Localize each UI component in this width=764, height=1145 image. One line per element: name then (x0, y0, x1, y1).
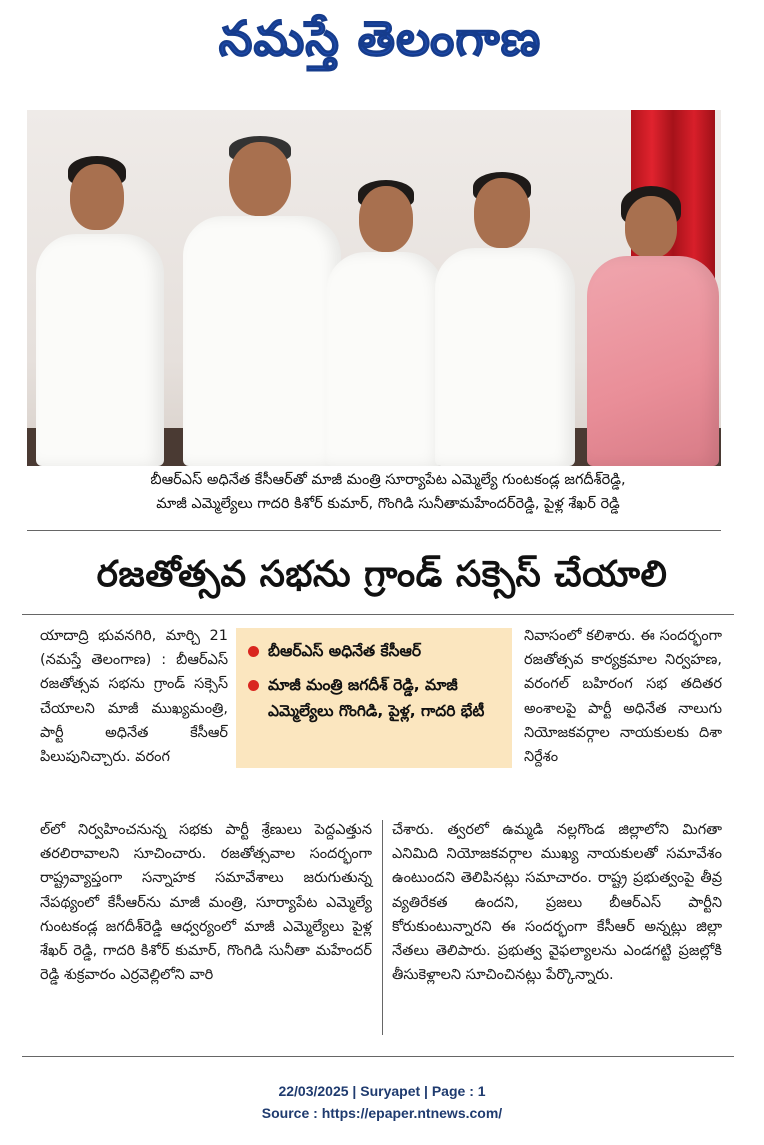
divider (22, 1056, 734, 1057)
footer-source: Source : https://epaper.ntnews.com/ (261, 1105, 503, 1121)
divider (22, 614, 734, 615)
masthead-title: నమస్తే తెలంగాణ (218, 11, 542, 67)
article-column-right-bottom: చేశారు. త్వరలో ఉమ్మడి నల్లగొండ జిల్లాలోని మిగతా ఎనిమిది నియోజకవర్గాల ముఖ్య నాయకులతో సమావేశం ఉంటుందని తెలిపినట్లు సమాచారం. రాష్ట్ర ప్రభుత్వంపై తీవ్ర వ్యతిరేకత ఉందని, ప్రజలు బీఆర్ఎస్ పార్టీని కోరుకుంటున్నారని ఈ సందర్భంగా కేసీఆర్ అన్నట్లు జిల్లా నేతలు తెలిపారు. ప్రభుత్వ వైఫల్యాలను ఎండగట్టి ప్రజల్లోకి తీసుకెళ్లాలని సూచించినట్లు పేర్కొన్నారు. (392, 822, 722, 984)
person-figure (429, 170, 577, 466)
caption-line: బీఆర్ఎస్ అధినేత కేసీఆర్‌తో మాజీ మంత్రి సూర్యాపేట ఎమ్మెల్యే గుంటకండ్ల జగదీశ్‌రెడ్డి, (150, 472, 626, 488)
bullet-icon (248, 680, 259, 691)
person-figure (32, 150, 172, 466)
highlight-item: బీఆర్ఎస్ అధినేత కేసీఆర్ (246, 638, 504, 664)
article-column-right-top: నివాసంలో కలిశారు. ఈ సందర్భంగా రజతోత్సవ కార్యక్రమాల నిర్వహణ, వరంగల్ బహిరంగ సభ తదితర అంశాలపై పార్టీ అధినేత నాలుగు నియోజకవర్గాల నాయకులకు దిశా నిర్దేశం (524, 628, 722, 766)
person-figure (583, 186, 721, 466)
footer-meta: 22/03/2025 | Suryapet | Page : 1 (278, 1083, 486, 1099)
headline: రజతోత్సవ సభను గ్రాండ్ సక్సెస్ చేయాలి (96, 554, 668, 595)
article-column-left-top: యాదాద్రి భువనగిరి, మార్చి 21 (నమస్తే తెలంగాణ) : బీఆర్ఎస్ రజతోత్సవ సభను గ్రాండ్ సక్సెస్ చేయాలని మాజీ ముఖ్యమంత్రి, పార్టీ అధినేత కేసీఆర్ పిలుపునిచ్చారు. వరంగ (40, 628, 228, 766)
divider (27, 530, 721, 531)
news-photo (27, 110, 721, 466)
bullet-icon (248, 646, 259, 657)
highlight-box (236, 628, 512, 768)
column-divider (382, 820, 383, 1035)
highlight-item: మాజీ మంత్రి జగదీశ్ రెడ్డి, మాజీ ఎమ్మెల్యేలు గొంగిడి, పైళ్ల, గాదరి భేటీ (246, 672, 504, 724)
article-column-left-bottom: ల్‌లో నిర్వహించనున్న సభకు పార్టీ శ్రేణులు పెద్దఎత్తున తరలిరావాలని సూచించారు. రజతోత్సవాల సందర్భంగా రాష్ట్రవ్యాప్తంగా సన్నాహక సమావేశాలు జరుగుతున్న నేపథ్యంలో కేసీఆర్‌ను మాజీ మంత్రి, సూర్యాపేట ఎమ్మెల్యే గుంటకండ్ల జగదీశ్‌రెడ్డి ఆధ్వర్యంలో మాజీ ఎమ్మెల్యేలు పైళ్ల శేఖర్ రెడ్డి, గాదరి కిశోర్ కుమార్, గొంగిడి సునీతా మహేందర్ రెడ్డి శుక్రవారం ఎర్రవెల్లిలోని వారి (40, 822, 372, 984)
photo-caption (78, 468, 698, 516)
caption-line: మాజీ ఎమ్మెల్యేలు గాదరి కిశోర్ కుమార్, గొంగిడి సునీతామహేందర్‌రెడ్డి, పైళ్ల శేఖర్ రెడ్డి (156, 496, 620, 512)
